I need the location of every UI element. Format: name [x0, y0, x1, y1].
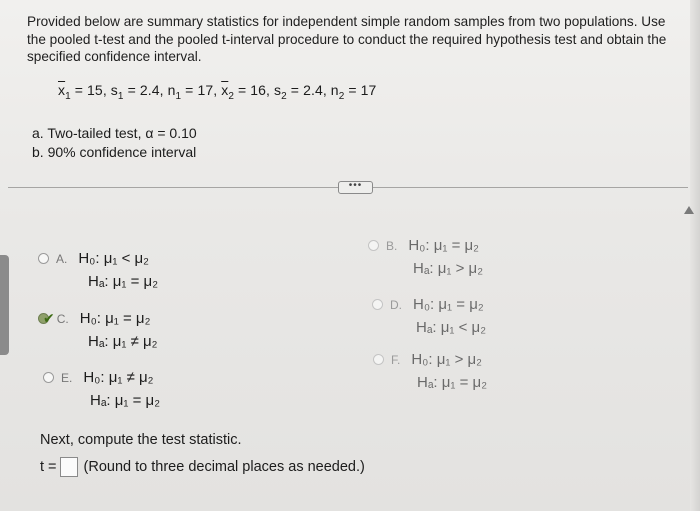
option-b[interactable] — [368, 237, 483, 277]
option-e-alt: Hₐ: μ₁ = μ₂ — [90, 392, 161, 409]
s1-value: 2.4 — [139, 82, 160, 98]
xbar2-symbol: $\overline{x}$ — [221, 82, 229, 98]
checkmark-icon: ✔ — [43, 310, 55, 326]
given-statistics: $\overline{x}_1 = 15$, $s_1 = 2.4$, $n_1 = 17$, $\overline{x}_2 = 16$, $s_2 = 2.4$, $n_2 = 17$ — [58, 82, 377, 102]
option-a[interactable] — [38, 250, 158, 290]
next-step-prompt: Next, compute the test statistic. — [40, 432, 242, 448]
option-a-alt: Hₐ: μ₁ = μ₂ — [88, 273, 159, 290]
rounding-hint: (Round to three decimal places as needed.) — [83, 459, 365, 475]
more-button[interactable]: ••• — [338, 181, 373, 194]
option-b-alt: Hₐ: μ₁ > μ₂ — [413, 260, 484, 277]
question-intro: Provided below are summary statistics for independent simple random samples from two populations. Use the pooled t-test and the pooled t-interval procedure to conduct the required hypothesis test and obtain the specified confidence interval. — [27, 14, 667, 64]
option-c[interactable] — [38, 310, 158, 350]
option-f[interactable] — [373, 351, 487, 391]
left-edge-scrollbar[interactable] — [0, 255, 9, 355]
right-edge-panel — [690, 0, 700, 511]
option-f-radio[interactable] — [373, 354, 384, 365]
option-d-radio[interactable] — [372, 299, 383, 310]
option-a-null: H₀: μ₁ < μ₂ — [78, 250, 150, 267]
option-d[interactable] — [372, 296, 486, 336]
part-a: a. Two-tailed test, α = 0.10 — [32, 125, 197, 141]
option-f-alt: Hₐ: μ₁ = μ₂ — [417, 374, 488, 391]
option-e-radio[interactable] — [43, 372, 54, 383]
option-b-letter: B. — [386, 238, 398, 253]
x2-value: 16 — [250, 82, 267, 98]
option-d-letter: D. — [390, 297, 402, 312]
t-input[interactable] — [60, 457, 78, 477]
option-c-alt: Hₐ: μ₁ ≠ μ₂ — [88, 333, 158, 350]
option-e-null: H₀: μ₁ ≠ μ₂ — [83, 369, 154, 386]
scroll-up-arrow-icon[interactable] — [684, 206, 694, 214]
option-d-null: H₀: μ₁ = μ₂ — [413, 296, 484, 313]
xbar1-symbol: $\overline{x}$ — [58, 82, 66, 98]
option-d-alt: Hₐ: μ₁ < μ₂ — [416, 319, 487, 336]
s2-value: 2.4 — [303, 82, 323, 98]
question-parts — [32, 124, 197, 162]
n2-value: 17 — [360, 82, 377, 98]
option-a-letter: A. — [56, 251, 68, 266]
n1-value: 17 — [197, 82, 214, 98]
option-f-letter: F. — [391, 352, 401, 367]
part-b: b. 90% confidence interval — [32, 144, 197, 160]
option-a-radio[interactable] — [38, 253, 49, 264]
option-b-radio[interactable] — [368, 240, 379, 251]
option-e[interactable] — [43, 369, 160, 409]
answer-row — [40, 457, 365, 477]
option-e-letter: E. — [61, 370, 73, 385]
x1-value: 15 — [87, 82, 103, 98]
t-label: t = — [40, 459, 57, 475]
option-c-null: H₀: μ₁ = μ₂ — [79, 310, 151, 327]
option-f-null: H₀: μ₁ > μ₂ — [411, 351, 483, 368]
option-b-null: H₀: μ₁ = μ₂ — [408, 237, 480, 254]
option-c-letter: C. — [56, 311, 69, 326]
